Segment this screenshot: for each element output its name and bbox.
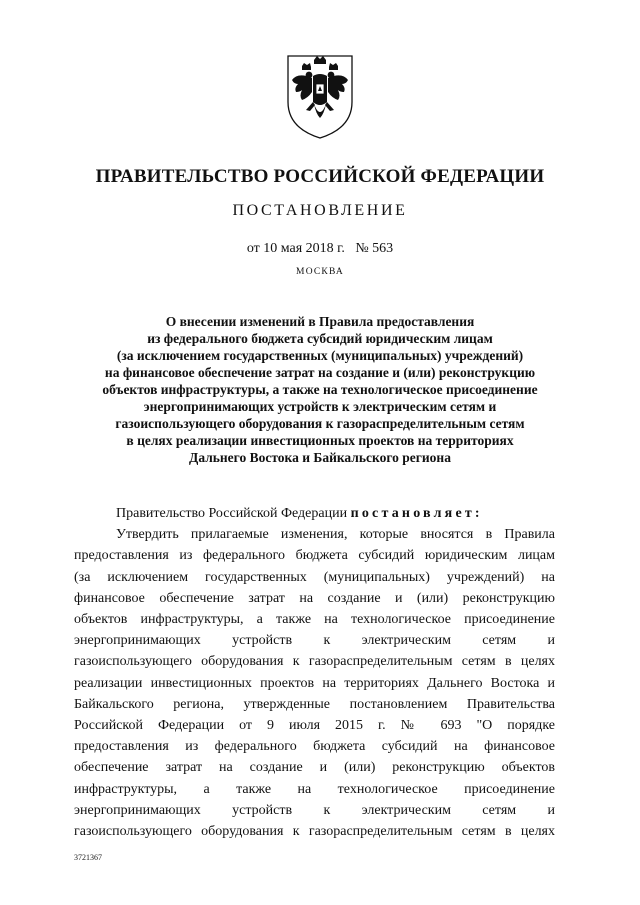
body-line: энергопринимающих устройств к электрическим сетям и [74, 633, 555, 649]
decree-title [60, 313, 580, 466]
body-line: инфраструктуры, а также на технологическое присоединение [74, 781, 555, 797]
decree-date: от 10 мая 2018 г. [246, 241, 345, 256]
body-line: энергопринимающих устройств к электрическим сетям и [74, 802, 555, 818]
title-line: на финансовое обеспечение затрат на создание и (или) реконструкцию [104, 365, 536, 380]
decrees-word: постановляет: [350, 506, 483, 521]
title-line: в целях реализации инвестиционных проектов на территориях [126, 433, 514, 448]
coat-of-arms-emblem [280, 50, 360, 142]
title-line: О внесении изменений в Правила предоставления [165, 314, 475, 329]
title-line: из федерального бюджета субсидий юридическим лицам [147, 331, 493, 346]
body-line: предоставления из федерального бюджета субсидий юридическим лицам [74, 548, 555, 564]
title-line: (за исключением государственных (муниципальных) учреждений) [116, 348, 524, 363]
body-line: предоставления из федерального бюджета субсидий на финансовое [74, 739, 555, 755]
intro-line [74, 503, 555, 524]
body-line: Байкальского региона, утвержденные постановлением Правительства [74, 696, 555, 712]
title-line: газоиспользующего оборудования к газораспределительным сетям [115, 416, 525, 431]
title-line: Дальнего Востока и Байкальского региона [189, 450, 451, 465]
body-line: реализации инвестиционных проектов на территориях Дальнего Востока и [74, 675, 555, 691]
body-line: газоиспользующего оборудования к газораспределительным сетям в целях [74, 824, 555, 840]
body-line: объектов инфраструктуры, а также на технологическое присоединение [74, 612, 555, 628]
date-line [0, 241, 640, 257]
document-id: 3721367 [74, 853, 102, 862]
body-line: Утвердить прилагаемые изменения, которые вносятся в Правила [116, 527, 555, 543]
title-line: объектов инфраструктуры, а также на технологическое присоединение [102, 382, 538, 397]
body-line: газоиспользующего оборудования к газораспределительным сетям в целях [74, 654, 555, 670]
decree-body [74, 503, 555, 842]
decree-number: № 563 [355, 241, 394, 256]
body-line: Российской Федерации от 9 июля 2015 г. № 693 "О порядке [74, 718, 555, 734]
document-type: ПОСТАНОВЛЕНИЕ [232, 202, 408, 219]
body-line: обеспечение затрат на создание и (или) реконструкцию объектов [74, 760, 555, 776]
intro-text: Правительство Российской Федерации [116, 506, 348, 521]
body-line: (за исключением государственных (муниципальных) учреждений) на [74, 569, 555, 585]
body-line: финансовое обеспечение затрат на создание и (или) реконструкцию [74, 590, 555, 606]
city-name: МОСКВА [296, 267, 344, 277]
government-name: ПРАВИТЕЛЬСТВО РОССИЙСКОЙ ФЕДЕРАЦИИ [95, 166, 545, 187]
title-line: энергопринимающих устройств к электрическим сетям и [143, 399, 497, 414]
